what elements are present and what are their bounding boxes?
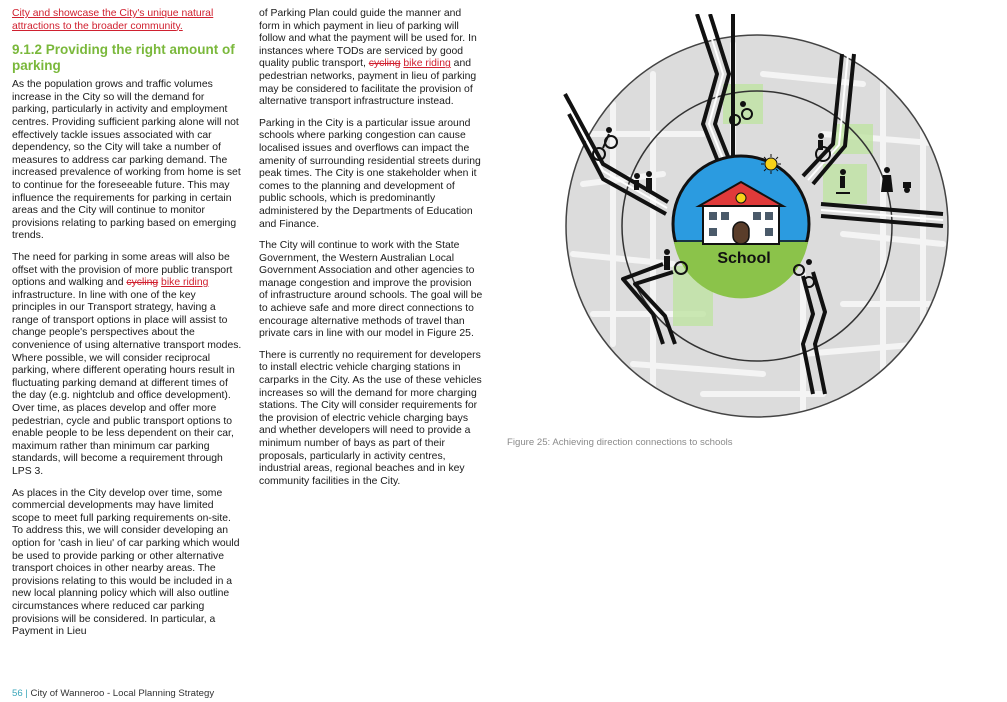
school-connections-diagram bbox=[503, 14, 999, 434]
paragraph: of Parking Plan could guide the manner and form in which payment in lieu of parking will follow and what the payment will be used for. In instances where TODs are serviced by good quality public transport, cycling bike riding and pedestrian networks, payment in lieu of parking may be considered to facilitate the provision of alternative transport infrastructure instead. bbox=[259, 8, 477, 108]
section-heading: 9.1.2 Providing the right amount of parking bbox=[12, 42, 235, 73]
page-number: 56 | bbox=[12, 688, 28, 699]
deleted-text: cycling bbox=[368, 58, 401, 70]
text-column-left bbox=[12, 8, 242, 648]
document-title: City of Wanneroo - Local Planning Strategy bbox=[30, 688, 215, 699]
paragraph: There is currently no requirement for developers to install electric vehicle charging stations in carparks in the City. As the use of these vehicles increases so will the demand for more charging stations. The City will consider requirements for the provision of electric vehicle charging bays and whether developers will need to provide a minimum number of bays as part of their proposals, particularly in activity centres, industrial areas, regional beaches and in key community facilities in the City. bbox=[259, 349, 482, 487]
text-column-middle bbox=[259, 8, 483, 497]
paragraph: As the population grows and traffic volumes increase in the City so will the demand for parking, particularly in activity and employment centres. Providing sufficient parking alone will not effectively tackle issues associated with car dependency, so the City will take a number of measures to address car parking demand. The increased prevalence of working from home is set to continue for the foreseeable future. This may influence the requirements for parking in certain areas and the City will continue to monitor provisions relating to parking based on emerging trends. bbox=[12, 79, 241, 242]
inserted-text: bike riding bbox=[161, 277, 209, 289]
inserted-text: bike riding bbox=[403, 58, 451, 70]
sun-icon bbox=[761, 154, 781, 174]
paragraph: As places in the City develop over time, some commercial developments may have limited scope to meet full parking requirements on-site. To address this, we will consider developing an option for 'cash in lieu' of car parking which would be used to provide parking or other alternative transport choices in other nearby areas. The provisions relating to this would be included in a new local planning policy which will also outline circumstances where reduced car parking provisions will be considered. In particular, a Payment in Lieu bbox=[12, 487, 240, 638]
paragraph: The City will continue to work with the State Government, the Western Australian Local Government Association and other agencies to manage congestion and improve the provision of infrastructure around schools. The goal will be to achieve safe and more direct connections to encourage alternative methods of travel than private cars in line with our model in Figure 25. bbox=[259, 240, 483, 340]
page-footer bbox=[12, 688, 214, 699]
figure-caption: Figure 25: Achieving direction connections to schools bbox=[507, 437, 733, 448]
intro-link-text[interactable]: City and showcase the City's unique natural attractions to the broader community. bbox=[12, 8, 214, 32]
paragraph: Parking in the City is a particular issue around schools where parking congestion can cause localised issues and overflows can impact the amenity of surrounding residential streets during peak times. The City is one stakeholder when it comes to the planning and development of public schools, which is predominantly administered by the Departments of Education and Finance. bbox=[259, 117, 481, 230]
deleted-text: cycling bbox=[126, 277, 159, 289]
school-label: School bbox=[717, 250, 771, 267]
paragraph: The need for parking in some areas will also be offset with the provision of more public transport options and walking and cycling bike riding infrastructure. In line with one of the key principles in our Transport strategy, having a range of transport options in place will assist to change people's perspectives about the convenience of using alternative transport modes. Where possible, we will consider reciprocal parking, where different operating hours result in fluctuating parking demand at different times of the day (e.g. nightclub and office development). Over time, as places develop and offer more pedestrian, cycle and public transport options to enable people to be less dependent on their car, maximum rather than minimum car parking standards, will become a requirement through LPS 3. bbox=[12, 251, 242, 477]
